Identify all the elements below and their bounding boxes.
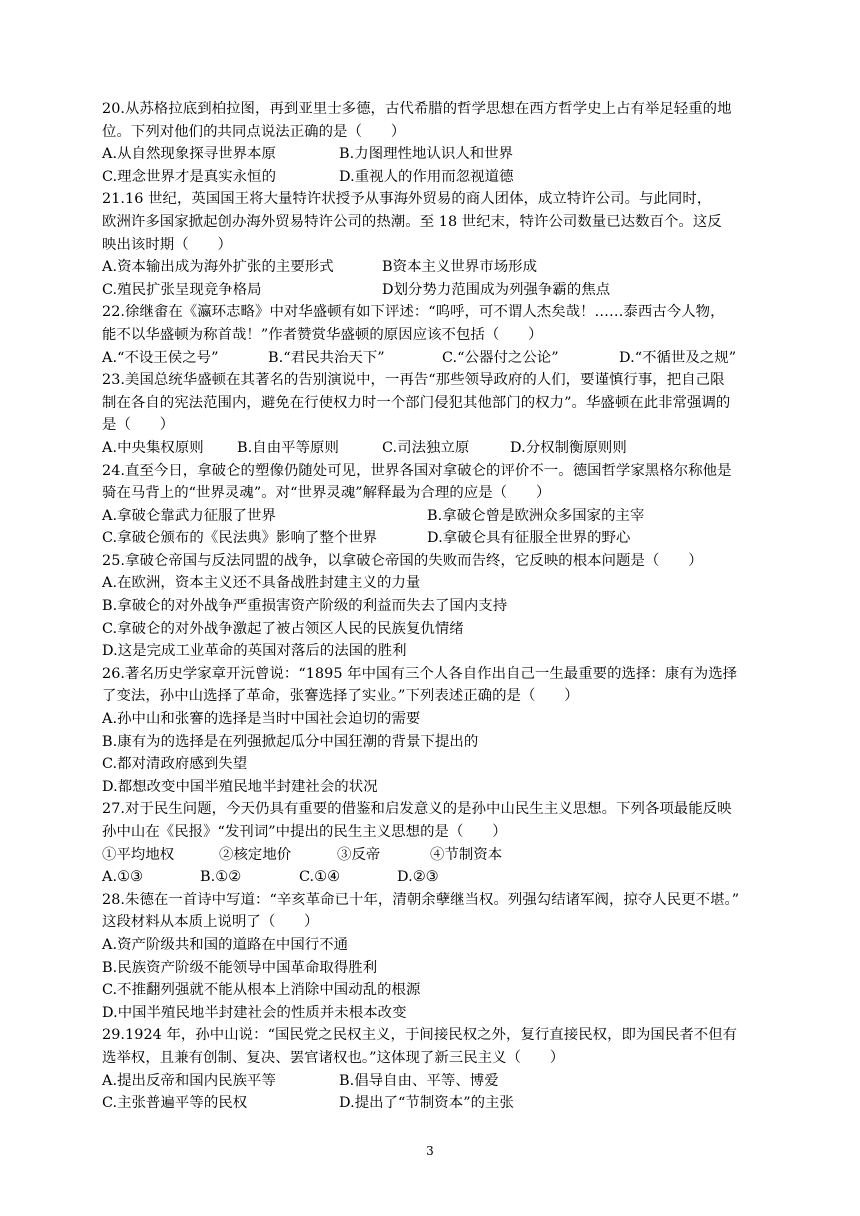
question-list [102,98,772,1115]
answer-option: D.“不循世及之规” [619,349,737,366]
question-stem-line: 映出该时期（ ） [102,236,232,253]
option-row [102,776,772,799]
answer-option: A.提出反帝和国内民族平等 [102,1072,276,1089]
question-24 [102,460,772,550]
answer-option: C.①④ [299,869,341,886]
answer-option: D.这是完成工业革命的英国对落后的法国的胜利 [102,643,407,660]
question-stem-line: 23.美国总统华盛顿在其著名的告别演说中，一再告“那些领导政府的人们，要谨慎行事，把自己限 [102,372,725,389]
option-row [102,279,772,302]
option-row [102,505,772,528]
option-row [102,256,772,279]
option-row [102,844,772,867]
question-stem-line: 27.对于民生问题，今天仍具有重要的借鉴和启发意义的是孙中山民生主义思想。下列各项最能反映 [102,801,732,818]
answer-option: B.自由平等原则 [237,439,339,456]
answer-option: ②核定地价 [219,846,292,863]
answer-option: B.康有为的选择是在列强掀起瓜分中国狂潮的背景下提出的 [102,733,479,750]
answer-option: C.拿破仑颁布的《民法典》影响了整个世界 [102,530,378,547]
question-29 [102,1024,772,1114]
answer-option: C.司法独立原 [382,439,470,456]
answer-option: A.在欧洲，资本主义还不具备战胜封建主义的力量 [102,575,421,592]
option-row [102,1002,772,1025]
answer-option: A.从自然现象探寻世界本原 [102,146,276,163]
question-22 [102,301,772,369]
question-stem-line: 这段材料从本质上说明了（ ） [102,914,319,931]
answer-option: B.拿破仑的对外战争严重损害资产阶级的利益而失去了国内支持 [102,598,508,615]
answer-option: C.都对清政府感到失望 [102,756,248,773]
answer-option: D.都想改变中国半殖民地半封建社会的状况 [102,778,378,795]
question-stem-line: 26.著名历史学家章开沅曾说：“1895 年中国有三个人各自作出自己一生最重要的选择：康有为选择 [102,665,738,682]
option-row [102,640,772,663]
option-row [102,572,772,595]
question-25 [102,550,772,663]
answer-option: A.孙中山和张謇的选择是当时中国社会迫切的需要 [102,711,421,728]
answer-option: B.拿破仑曾是欧洲众多国家的主宰 [427,507,645,524]
option-row [102,143,772,166]
option-row [102,618,772,641]
question-stem-line: 21.16 世纪，英国国王将大量特许状授予从事海外贸易的商人团体，成立特许公司。与此同时， [102,191,712,208]
answer-option: A.“不设王侯之号” [102,349,219,366]
option-row [102,979,772,1002]
question-26 [102,663,772,799]
answer-option: C.不推翻列强就不能从根本上消除中国动乱的根源 [102,982,421,999]
option-row [102,866,772,889]
answer-option: C.理念世界才是真实永恒的 [102,168,277,185]
option-row [102,753,772,776]
question-20 [102,98,772,188]
answer-option: D.拿破仑具有征服全世界的野心 [427,530,631,547]
answer-option: ①平均地权 [102,846,175,863]
answer-option: B资本主义世界市场形成 [382,259,538,276]
answer-option: B.倡导自由、平等、博爱 [339,1072,499,1089]
question-stem-line: 了变法，孙中山选择了革命，张謇选择了实业。”下列表述正确的是（ ） [102,688,579,705]
answer-option: A.拿破仑靠武力征服了世界 [102,507,276,524]
answer-option: B.力图理性地认识人和世界 [339,146,514,163]
answer-option: A.中央集权原则 [102,439,204,456]
answer-option: C.拿破仑的对外战争激起了被占领区人民的民族复仇情绪 [102,620,464,637]
option-row [102,347,772,370]
answer-option: C.“公器付之公论” [442,349,559,366]
option-row [102,595,772,618]
question-stem-line: 25.拿破仑帝国与反法同盟的战争，以拿破仑帝国的失败而告终，它反映的根本问题是（ ） [102,552,703,569]
question-23 [102,369,772,459]
answer-option: ③反帝 [337,846,381,863]
option-row [102,731,772,754]
answer-option: D.中国半殖民地半封建社会的性质并未根本改变 [102,1004,407,1021]
question-stem-line: 28.朱德在一首诗中写道：“辛亥革命已十年，清朝余孽继当权。列强勾结诸军阀，掠夺人民更不堪。” [102,891,740,908]
option-row [102,1092,772,1115]
question-21 [102,188,772,301]
question-stem-line: 位。下列对他们的共同点说法正确的是（ ） [102,123,406,140]
question-stem-line: 是（ ） [102,417,175,434]
answer-option: A.资产阶级共和国的道路在中国行不通 [102,936,349,953]
answer-option: D.提出了“节制资本”的主张 [339,1095,514,1112]
page-number: 3 [426,1144,434,1158]
option-row [102,708,772,731]
question-stem-line: 24.直至今日，拿破仑的塑像仍随处可见，世界各国对拿破仑的评价不一。德国哲学家黑格尔称他是 [102,462,732,479]
question-stem-line: 孙中山在《民报》“发刊词”中提出的民生主义思想的是（ ） [102,824,507,840]
answer-option: A.①③ [102,869,143,886]
option-row [102,166,772,189]
question-stem-line: 20.从苏格拉底到柏拉图，再到亚里士多德，古代希腊的哲学思想在西方哲学史上占有举足轻重的地 [102,101,732,117]
option-row [102,437,772,460]
answer-option: C.主张普遍平等的民权 [102,1095,248,1112]
answer-option: A.资本输出成为海外扩张的主要形式 [102,259,334,276]
question-stem-line: 能不以华盛顿为称首哉！”作者赞赏华盛顿的原因应该不包括（ ） [102,326,543,343]
answer-option: B.“君民共治天下” [268,349,385,366]
option-row [102,957,772,980]
option-row [102,934,772,957]
question-stem-line: 骑在马背上的“世界灵魂”。对“世界灵魂”解释最为合理的应是（ ） [102,485,551,502]
question-stem-line: 制在各自的宪法范围内，避免在行使权力时一个部门侵犯其他部门的权力”。华盛顿在此非常强调的 [102,394,731,411]
answer-option: C.殖民扩张呈现竞争格局 [102,281,262,298]
question-28 [102,889,772,1025]
answer-option: B.民族资产阶级不能领导中国革命取得胜利 [102,959,378,976]
answer-option: ④节制资本 [430,846,503,863]
option-row [102,527,772,550]
question-stem-line: 29.1924 年，孙中山说：“国民党之民权主义，于间接民权之外，复行直接民权，即为国民者不但有 [102,1027,738,1044]
question-27 [102,798,772,888]
question-stem-line: 22.徐继畬在《瀛环志略》中对华盛顿有如下评述：“呜呼，可不谓人杰矣哉！……泰西古今人物， [102,304,725,321]
question-stem-line: 选举权，且兼有创制、复决、罢官诸权也。”这体现了新三民主义（ ） [102,1049,565,1066]
answer-option: D.分权制衡原则则 [510,439,627,456]
answer-option: D.重视人的作用而忽视道德 [339,168,514,185]
answer-option: D划分势力范围成为列强争霸的焦点 [382,281,611,298]
answer-option: D.②③ [397,869,439,886]
answer-option: B.①② [200,869,242,886]
question-stem-line: 欧洲许多国家掀起创办海外贸易特许公司的热潮。至 18 世纪末，特许公司数量已达数百个。这反 [102,213,722,230]
option-row [102,1070,772,1093]
